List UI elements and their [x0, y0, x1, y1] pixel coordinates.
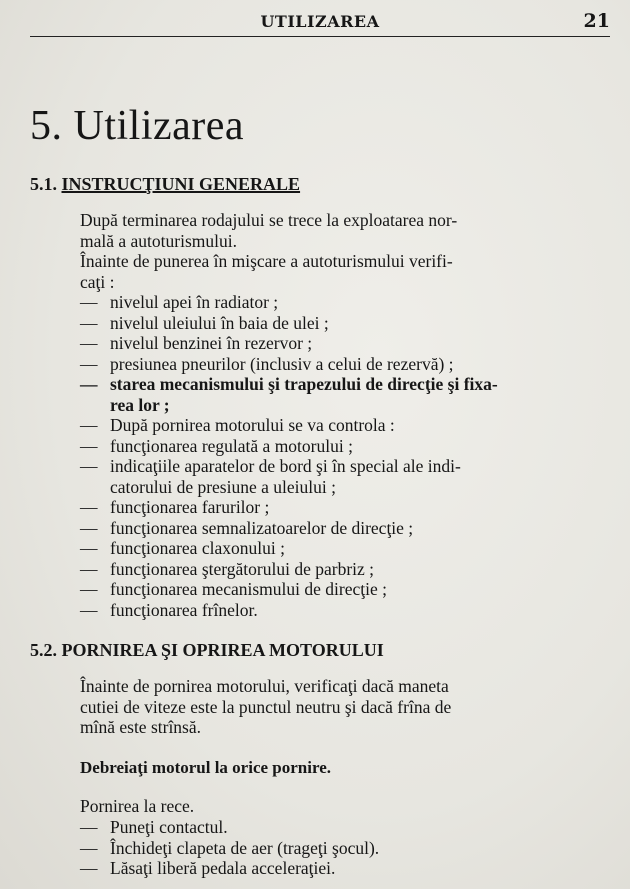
list-item — [80, 456, 605, 497]
list-item — [80, 579, 605, 600]
list-item-text: După pornirea motorului se va controla : — [110, 415, 395, 435]
list-item-text: nivelul benzinei în rezervor ; — [110, 333, 313, 353]
dash: — — [80, 497, 98, 517]
running-title: UTILIZAREA — [260, 12, 380, 31]
section-title: INSTRUCŢIUNI GENERALE — [61, 174, 301, 194]
list-item-text: funcţionarea ştergătorului de parbriz ; — [110, 558, 375, 579]
list-item — [80, 600, 605, 621]
list-item-text: nivelul apei în radiator ; — [110, 292, 279, 312]
dash: — — [80, 817, 98, 837]
dash: — — [80, 353, 98, 374]
chapter-title: 5. Utilizarea — [30, 103, 245, 149]
cold-start-label — [80, 796, 605, 817]
list-item — [80, 333, 605, 354]
dash: — — [80, 538, 98, 558]
checklist — [80, 292, 605, 620]
list-item — [80, 559, 605, 580]
list-item-continuation: catorului de presiune a uleiului ; — [110, 476, 336, 497]
dash: — — [80, 517, 98, 538]
section-2-intro — [80, 676, 605, 738]
list-item-text: funcţionarea regulată a motorului ; — [110, 435, 353, 456]
list-item-text: funcţionarea claxonului ; — [110, 538, 285, 558]
running-header — [30, 10, 610, 37]
dash: — — [80, 312, 98, 333]
page-number: 21 — [583, 10, 610, 32]
list-item — [80, 817, 605, 838]
list-item — [80, 497, 605, 518]
list-item-text: presiunea pneurilor (inclusiv a celui de rezervă) ; — [110, 353, 454, 374]
list-item — [80, 858, 605, 879]
list-item — [80, 292, 605, 313]
declutch-note: Debreiaţi motorul la orice pornire. — [80, 758, 332, 777]
dash: — — [80, 599, 98, 620]
dash: — — [80, 333, 98, 353]
list-item-text: Puneţi contactul. — [110, 817, 228, 837]
list-item-text: funcţionarea frînelor. — [110, 599, 258, 620]
dash: — — [80, 858, 98, 878]
list-item-text: Lăsaţi liberă pedala acceleraţiei. — [110, 858, 336, 878]
list-item — [80, 415, 605, 436]
list-item-continuation: rea lor ; — [110, 394, 170, 415]
section-1-intro — [80, 210, 605, 292]
section-heading-5-1 — [30, 174, 300, 195]
list-item-text: funcţionarea semnalizatoarelor de direcţie ; — [110, 517, 414, 538]
list-item — [80, 436, 605, 457]
list-item-text: funcţionarea mecanismului de direcţie ; — [110, 579, 387, 599]
list-item-text: Închideţi clapeta de aer (trageţi şocul). — [110, 837, 380, 858]
dash: — — [80, 456, 98, 476]
list-item — [80, 354, 605, 375]
section-heading-5-2 — [30, 640, 384, 661]
dash: — — [80, 435, 98, 456]
section-title: PORNIREA ŞI OPRIREA MOTORULUI — [61, 640, 384, 660]
intro-line: Înainte de pornirea motorului, verificaţi dacă maneta — [80, 676, 449, 696]
list-item — [80, 838, 605, 859]
dash: — — [80, 374, 98, 394]
dash: — — [80, 837, 98, 858]
cold-start-steps — [80, 817, 605, 879]
dash: — — [80, 579, 98, 599]
dash: — — [80, 558, 98, 579]
intro-line: cutiei de viteze este la punctul neutru şi dacă frîna de — [80, 696, 452, 717]
intro-line: Înainte de punerea în mişcare a autoturismului verifi- — [80, 251, 453, 271]
dash: — — [80, 415, 98, 435]
intro-line: După terminarea rodajului se trece la exploatarea nor- — [80, 210, 458, 230]
list-item-text: funcţionarea farurilor ; — [110, 497, 270, 517]
intro-line: mînă este strînsă. — [80, 717, 202, 737]
intro-line: mală a autoturismului. — [80, 230, 237, 251]
list-item-text: nivelul uleiului în baia de ulei ; — [110, 312, 329, 333]
list-item — [80, 538, 605, 559]
list-item — [80, 518, 605, 539]
list-item — [80, 374, 605, 415]
list-item-text: starea mecanismului şi trapezului de direcţie şi fixa- — [110, 374, 498, 394]
dash: — — [80, 292, 98, 312]
list-item-text: indicaţiile aparatelor de bord şi în special ale indi- — [110, 456, 461, 476]
section-number: 5.2. — [30, 640, 57, 660]
cold-start-label-text: Pornirea la rece. — [80, 796, 195, 816]
intro-line: caţi : — [80, 271, 115, 292]
list-item — [80, 313, 605, 334]
section-number: 5.1. — [30, 174, 57, 194]
